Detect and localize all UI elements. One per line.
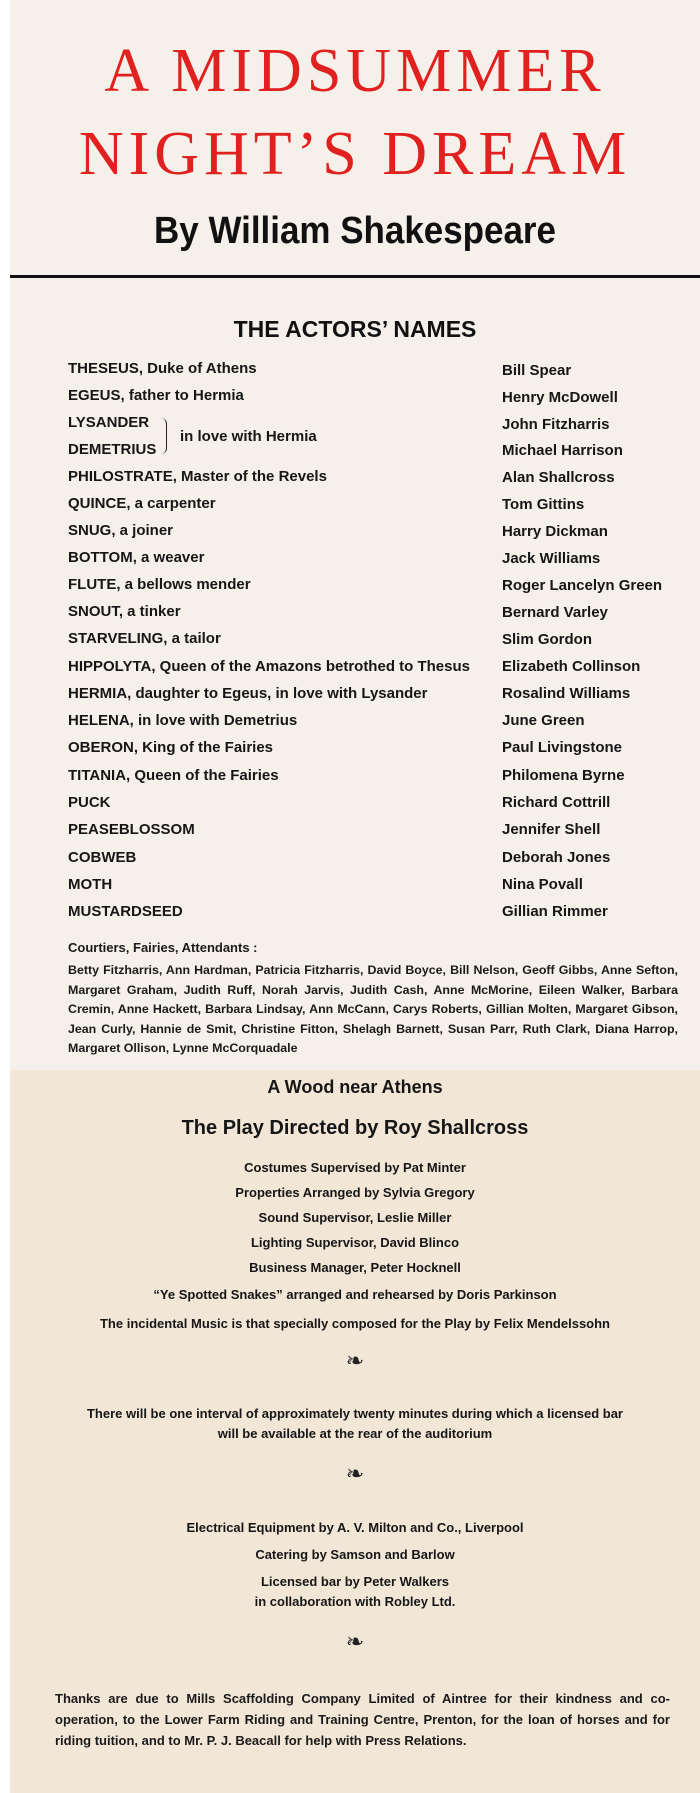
credit-line: Properties Arranged by Sylvia Gregory	[235, 1185, 475, 1200]
cast-actor: Henry McDowell	[502, 389, 618, 406]
cast-role: SNUG, a joiner	[68, 522, 174, 539]
cast-actor: Philomena Byrne	[502, 767, 625, 784]
lovers-brace	[160, 418, 167, 454]
cast-role: OBERON, King of the Fairies	[68, 739, 274, 756]
cast-actor: Slim Gordon	[502, 631, 592, 648]
programme-sheet	[10, 0, 700, 1793]
cast-actor: Bill Spear	[502, 362, 572, 379]
courtiers-heading: Courtiers, Fairies, Attendants :	[68, 940, 258, 955]
cast-role: LYSANDER	[68, 414, 150, 431]
cast-actor: Alan Shallcross	[502, 469, 615, 486]
cast-heading: THE ACTORS’ NAMES	[233, 316, 477, 342]
cast-role: MOTH	[68, 876, 113, 893]
supplier-line: Electrical Equipment by A. V. Milton and Co., Liverpool	[186, 1520, 524, 1535]
credit-line: Lighting Supervisor, David Blinco	[250, 1235, 460, 1250]
music-line: The incidental Music is that specially composed for the Play by Felix Mendelssohn	[99, 1316, 610, 1331]
cast-actor: Nina Povall	[502, 876, 583, 893]
cast-actor: Jennifer Shell	[502, 821, 601, 838]
cast-actor: Richard Cottrill	[502, 794, 611, 811]
credit-line: Business Manager, Peter Hocknell	[249, 1260, 461, 1275]
cast-role: COBWEB	[68, 849, 137, 866]
thanks-paragraph: Thanks are due to Mills Scaffolding Company Limited of Aintree for their kindness and co-operation, to the Lower Farm Riding and Training Centre, Prenton, for the loan of horses and for riding tuition, and to Mr. P. J. Beacall for help with Press Relations.	[55, 1691, 670, 1748]
lovers-note: in love with Hermia	[180, 428, 317, 445]
cast-role: HELENA, in love with Demetrius	[68, 712, 298, 729]
cast-role: STARVELING, a tailor	[68, 630, 221, 647]
setting-line: A Wood near Athens	[267, 1077, 443, 1097]
cast-role: MUSTARDSEED	[68, 903, 183, 920]
cast-role: BOTTOM, a weaver	[68, 549, 205, 566]
credit-line: Costumes Supervised by Pat Minter	[244, 1160, 466, 1175]
credit-line: Sound Supervisor, Leslie Miller	[258, 1210, 452, 1225]
cast-actor: John Fitzharris	[502, 416, 610, 433]
cast-role: HIPPOLYTA, Queen of the Amazons betrothed to Thesus	[68, 658, 470, 675]
courtiers-list: Betty Fitzharris, Ann Hardman, Patricia Fitzharris, David Boyce, Bill Nelson, Geoff Gibbs, Anne Sefton, Margaret Graham, Judith Ruff, Norah Jarvis, Judith Cash, Anne McMorine, Eileen Walker, Barbara Cremin, Anne Hackett, Barbara Lindsay, Ann McCann, Carys Roberts, Gillian Molten, Margaret Gibson, Jean Curly, Hannie de Smit, Christine Fitton, Shelagh Barnett, Susan Parr, Ruth Clark, Diana Harrop, Margaret Ollison, Lynne McCorquadale	[68, 963, 678, 1056]
cast-role: PUCK	[68, 794, 111, 811]
cast-actor: Jack Williams	[502, 550, 601, 567]
cast-role: EGEUS, father to Hermia	[68, 387, 244, 404]
cast-actor: Paul Livingstone	[502, 739, 623, 756]
title-line-2: NIGHT’S DREAM	[78, 120, 632, 188]
interval-line-1: There will be one interval of approximately twenty minutes during which a licensed bar	[86, 1406, 623, 1421]
title-line-1: A MIDSUMMER	[104, 37, 606, 105]
cast-role: THESEUS, Duke of Athens	[68, 360, 257, 377]
cast-actor: Tom Gittins	[502, 496, 585, 513]
byline: By William Shakespeare	[154, 210, 556, 252]
cast-actor: Roger Lancelyn Green	[502, 577, 663, 594]
supplier-line: in collaboration with Robley Ltd.	[254, 1594, 456, 1609]
cast-actor: Rosalind Williams	[502, 685, 631, 702]
fleuron-icon: ❧	[345, 1349, 365, 1374]
fleuron-icon: ❧	[345, 1630, 365, 1655]
director-line: The Play Directed by Roy Shallcross	[181, 1117, 529, 1139]
cast-actor: June Green	[502, 712, 585, 729]
supplier-line: Licensed bar by Peter Walkers	[260, 1574, 450, 1589]
cast-role: PHILOSTRATE, Master of the Revels	[68, 468, 327, 485]
cast-actor: Harry Dickman	[502, 523, 608, 540]
cast-role: PEASEBLOSSOM	[68, 821, 195, 838]
cast-role: SNOUT, a tinker	[68, 603, 181, 620]
cast-actor: Bernard Varley	[502, 604, 608, 621]
interval-line-2: will be available at the rear of the auditorium	[217, 1426, 493, 1441]
cast-role: FLUTE, a bellows mender	[68, 576, 251, 593]
cast-role: DEMETRIUS	[68, 441, 157, 458]
supplier-line: Catering by Samson and Barlow	[255, 1547, 455, 1562]
cast-role: HERMIA, daughter to Egeus, in love with Lysander	[68, 685, 428, 702]
cast-actor: Deborah Jones	[502, 849, 611, 866]
cast-actor: Gillian Rimmer	[502, 903, 608, 920]
divider-rule	[10, 275, 700, 278]
snakes-line: “Ye Spotted Snakes” arranged and rehearsed by Doris Parkinson	[153, 1287, 557, 1302]
programme-upper-panel	[10, 0, 700, 1070]
cast-actor: Michael Harrison	[502, 442, 623, 459]
cast-role: TITANIA, Queen of the Fairies	[68, 767, 279, 784]
cast-actor: Elizabeth Collinson	[502, 658, 641, 675]
fleuron-icon: ❧	[345, 1462, 365, 1487]
cast-role: QUINCE, a carpenter	[68, 495, 216, 512]
